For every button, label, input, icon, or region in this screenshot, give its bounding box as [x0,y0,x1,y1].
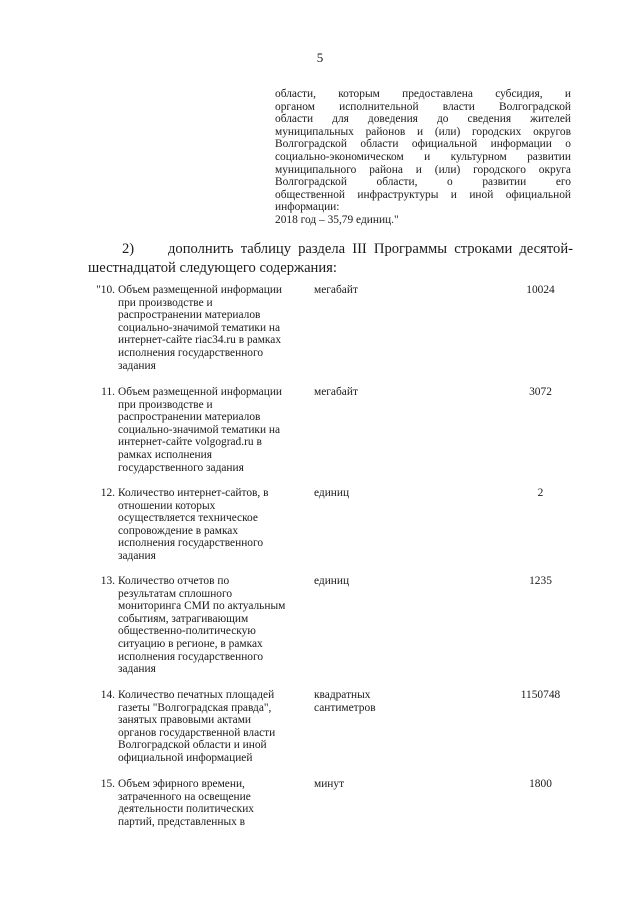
description-line: партий, представленных в [118,815,246,828]
description-line: исполнения государственного [118,537,264,550]
cell-line: информации: [275,201,340,214]
description-line: Волгоградской области и иной [118,739,267,752]
row-unit [314,487,404,500]
description-line: исполнения государственного [118,346,264,359]
description-line: рамках исполнения [118,448,212,461]
cell-line: органом исполнительной власти Волгоградской [275,100,571,113]
description-line: Объем размещенной информации [118,386,283,398]
description-line: Количество печатных площадей [118,689,275,701]
row-unit [314,575,404,588]
row-value: 2 [537,487,544,499]
row-number: 15. [100,778,115,790]
description-line: Количество отчетов по [118,575,230,587]
unit-line: единиц [314,487,350,499]
unit-line: сантиметров [314,701,376,714]
row-number: 12. [100,487,115,499]
row-unit [314,778,404,791]
description-line: задания [118,549,156,562]
description-line: деятельности политических [118,803,254,816]
description-line: социально-значимой тематики на [118,423,281,436]
description-line: государственного задания [118,461,244,474]
description-line: общественно-политическую [118,625,256,638]
row-description [118,386,313,474]
row-value: 1235 [529,575,552,587]
unit-line: мегабайт [314,284,358,296]
description-line: занятых правовыми актами [118,714,252,727]
description-line: осуществляется техническое [118,512,258,525]
row-unit [314,689,404,714]
paragraph-text: дополнить таблицу раздела III Программы строками десятой- [168,241,573,257]
description-line: распространении материалов [118,411,261,424]
row-description [118,575,313,676]
row-number: "10. [96,284,115,296]
row-value: 3072 [529,386,552,398]
description-line: Объем размещенной информации [118,284,283,296]
row-unit [314,386,404,399]
description-line: ситуацию в регионе, в рамках [118,637,263,650]
row-description [118,778,313,828]
row-number: 11. [101,386,115,398]
row-value: 1150748 [520,689,561,701]
description-line: официальной информацией [118,751,253,764]
description-line: интернет-сайте riac34.ru в рамках [118,334,282,347]
cell-line: Волгоградской области официальной информации о [275,138,571,151]
row-description [118,689,313,765]
description-line: результатам сплошного [118,587,233,600]
description-line: интернет-сайте volgograd.ru в [118,436,262,449]
description-line: событиям, затрагивающим [118,612,249,625]
row-value: 10024 [526,284,555,296]
unit-line: минут [314,778,345,790]
row-description [118,284,313,372]
description-line: Объем эфирного времени, [118,778,245,790]
cell-line: области, которым предоставлена субсидия, и [275,88,571,100]
description-line: сопровождение в рамках [118,524,239,537]
paragraph-line-1 [88,240,573,259]
cell-line: муниципального района и (или) городского округа [275,163,571,176]
row-value: 1800 [529,778,552,790]
row-unit [314,284,404,297]
cell-line: общественной инфраструктуры и иной официальной [275,188,571,201]
description-line: при производстве и [118,398,213,411]
description-line: затраченного на освещение [118,790,251,803]
row-description [118,487,313,563]
description-line: задания [118,663,156,676]
row-number: 13. [100,575,115,587]
unit-line: квадратных [314,689,371,701]
amendment-paragraph [88,240,573,277]
cell-line: муниципальных районов и (или) городских округов [275,125,571,138]
description-line: при производстве и [118,296,213,309]
description-line: социально-значимой тематики на [118,321,281,334]
description-line: мониторинга СМИ по актуальным [118,600,286,613]
cell-line: Волгоградской области, о развитии его [275,176,571,189]
unit-line: единиц [314,575,350,587]
continued-table-cell [275,88,571,227]
description-line: органов государственной власти [118,726,276,739]
cell-line: 2018 год – 35,79 единиц." [275,213,399,226]
unit-line: мегабайт [314,386,358,398]
row-number: 14. [100,689,115,701]
description-line: Количество интернет-сайтов, в [118,487,269,499]
description-line: газеты "Волгоградская правда", [118,701,272,714]
description-line: исполнения государственного [118,650,264,663]
paragraph-number: 2) [122,241,135,257]
cell-line: области для доведения до сведения жителей [275,113,571,126]
paragraph-line-2: шестнадцатой следующего содержания: [88,259,337,276]
cell-line: социально-экономическом и культурном развитии [275,150,571,163]
description-line: распространении материалов [118,309,261,322]
description-line: отношении которых [118,499,216,512]
description-line: задания [118,359,156,372]
page-number: 5 [316,50,324,65]
